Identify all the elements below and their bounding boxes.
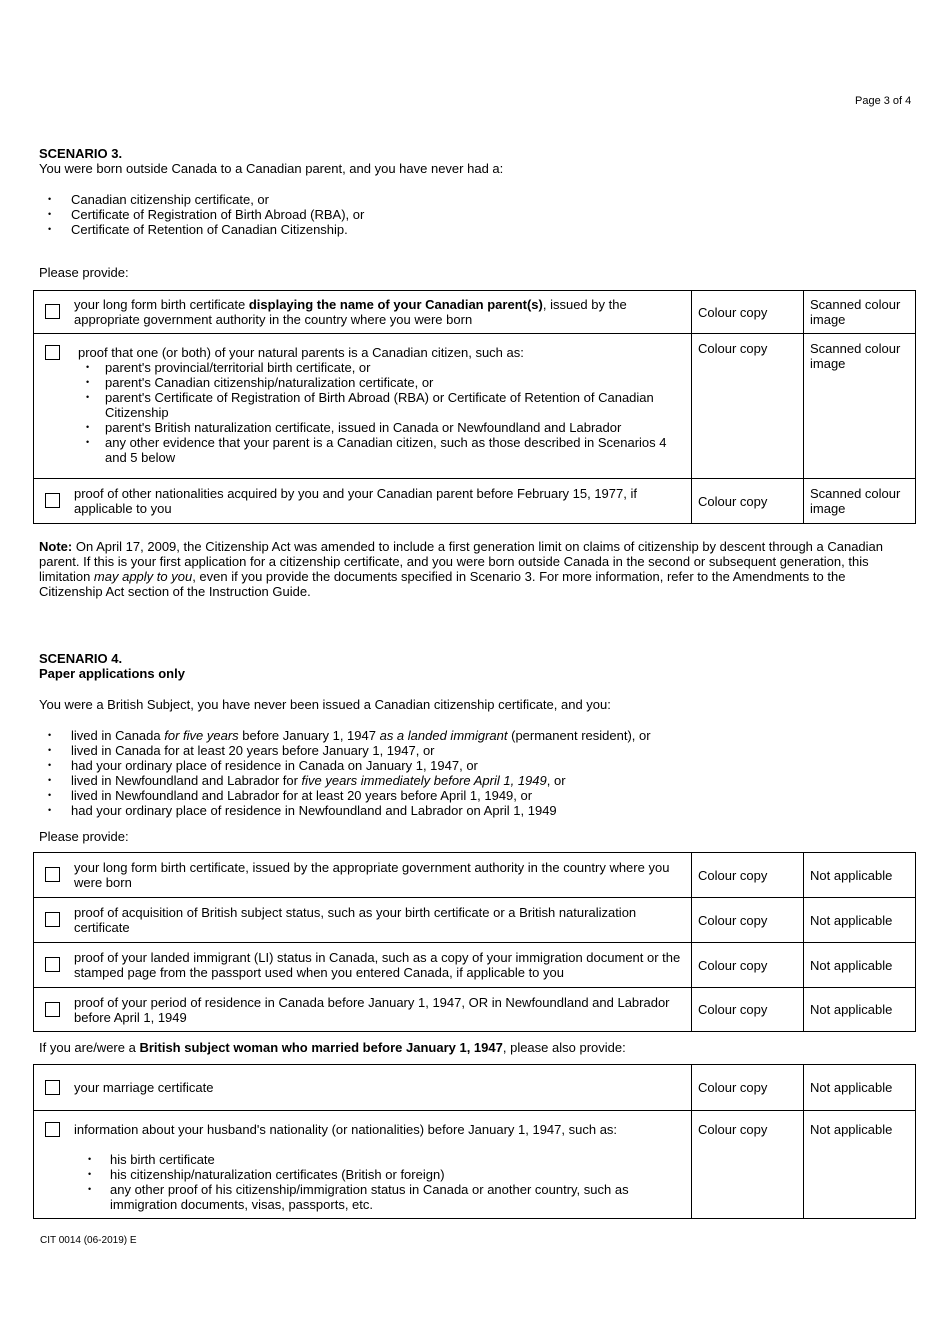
list-item: • any other proof of his citizenship/immigration status in Canada or another country, such as immigration documents, visas, passports, etc. [74,1182,685,1212]
copy-type: Colour copy [692,479,804,524]
list-item: • Canadian citizenship certificate, or [39,192,364,207]
table-row [34,988,916,1032]
list-item: • any other evidence that your parent is a Canadian citizen, such as those described in Scenarios 4 and 5 below [74,435,685,465]
document-description [34,943,692,988]
text: proof that one (or both) of your natural parents is a Canadian citizen, such as: [78,345,524,360]
bold-text: British subject woman who married before January 1, 1947 [139,1040,503,1055]
text: information about your husband's nationality (or nationalities) before January 1, 1947, such as: [74,1122,618,1137]
scan-type: Not applicable [804,1065,916,1111]
scenario3-note [39,539,909,599]
table-row [34,334,916,479]
list-item: • Certificate of Registration of Birth Abroad (RBA), or [39,207,364,222]
scenario3-bullets [39,192,364,237]
table-row [34,853,916,898]
scenario4-title: SCENARIO 4. [39,651,123,666]
scenario3-please-provide: Please provide: [39,265,129,280]
list-item: • his citizenship/naturalization certificates (British or foreign) [74,1167,685,1182]
document-description [34,1065,692,1111]
sub-list [74,360,685,465]
checkbox[interactable] [45,912,60,927]
copy-type: Colour copy [692,853,804,898]
list-item: • parent's provincial/territorial birth certificate, or [74,360,685,375]
text: your marriage certificate [74,1080,214,1095]
text: proof of your period of residence in Canada before January 1, 1947, OR in Newfoundland and Labrador before April 1, 1949 [74,994,670,1025]
table-row [34,1065,916,1111]
copy-type: Colour copy [692,291,804,334]
text: your long form birth certificate [74,297,249,312]
checkbox[interactable] [45,1080,60,1095]
scan-type: Not applicable [804,1111,916,1219]
checkbox[interactable] [45,1122,60,1137]
text: proof of other nationalities acquired by you and your Canadian parent before February 15, 1977, if applicable to you [74,486,637,516]
table-row [34,291,916,334]
scan-type: Not applicable [804,853,916,898]
list-item: • lived in Canada for at least 20 years before January 1, 1947, or [39,743,651,758]
list-item: • lived in Newfoundland and Labrador for five years immediately before April 1, 1949, or [39,773,651,788]
list-item: • lived in Canada for five years before January 1, 1947 as a landed immigrant (permanent resident), or [39,728,651,743]
list-item: • parent's Canadian citizenship/naturalization certificate, or [74,375,685,390]
sub-list [74,1152,685,1212]
copy-type: Colour copy [692,988,804,1032]
list-item: • parent's Certificate of Registration of Birth Abroad (RBA) or Certificate of Retention of Canadian Citizenship [74,390,685,420]
woman-intro [39,1040,626,1055]
scenario4-bullets [39,728,651,818]
text: On April 17, 2009, the Citizenship Act was amended to include a first generation limit on claims of citizenship by descent through a Canadian parent. If this is your first application for a citizenship certificate, and you were born outside Canada in the second or subsequent generation, this limitation [39,539,884,584]
copy-type: Colour copy [692,943,804,988]
scan-type: Scanned colour image [804,334,916,479]
document-description [34,291,692,334]
document-description [34,334,692,479]
table-row [34,943,916,988]
scan-type: Not applicable [804,988,916,1032]
table-row [34,898,916,943]
checkbox[interactable] [45,1002,60,1017]
woman-documents-table [33,1064,916,1219]
scenario4-documents-table [33,852,916,1032]
list-item: • had your ordinary place of residence in Canada on January 1, 1947, or [39,758,651,773]
list-item: • had your ordinary place of residence in Newfoundland and Labrador on April 1, 1949 [39,803,651,818]
list-item: • Certificate of Retention of Canadian Citizenship. [39,222,364,237]
text: proof of acquisition of British subject status, such as your birth certificate or a British naturalization certificate [74,905,637,935]
scenario3-title: SCENARIO 3. [39,146,123,161]
scan-type: Scanned colour image [804,291,916,334]
checkbox[interactable] [45,345,60,360]
note-label: Note: [39,539,73,554]
copy-type: Colour copy [692,334,804,479]
scan-type: Scanned colour image [804,479,916,524]
scenario3-intro: You were born outside Canada to a Canadian parent, and you have never had a: [39,161,504,176]
text: If you are/were a [39,1040,140,1055]
list-item: • lived in Newfoundland and Labrador for at least 20 years before April 1, 1949, or [39,788,651,803]
copy-type: Colour copy [692,1065,804,1111]
document-description [34,898,692,943]
italic-text: may apply to you [93,569,193,584]
form-id: CIT 0014 (06-2019) E [40,1235,137,1246]
table-row [34,1111,916,1219]
scenario4-subtitle: Paper applications only [39,666,185,681]
checkbox[interactable] [45,867,60,882]
list-item: • his birth certificate [74,1152,685,1167]
table-row [34,479,916,524]
checkbox[interactable] [45,957,60,972]
scenario4-intro: You were a British Subject, you have never been issued a Canadian citizenship certificate, and you: [39,697,611,712]
text: , even if you provide the documents specified in Scenario 3. For more information, refer to the Amendments to the Citizenship Act section of the Instruction Guide. [39,569,846,599]
copy-type: Colour copy [692,1111,804,1219]
scan-type: Not applicable [804,943,916,988]
text: , please also provide: [502,1040,626,1055]
document-description [34,479,692,524]
scenario3-documents-table [33,290,916,524]
copy-type: Colour copy [692,898,804,943]
document-description [34,853,692,898]
text: proof of your landed immigrant (LI) status in Canada, such as a copy of your immigration document or the stamped page from the passport used when you entered Canada, if applicable to you [74,950,681,980]
scan-type: Not applicable [804,898,916,943]
checkbox[interactable] [45,493,60,508]
text: your long form birth certificate, issued by the appropriate government authority in the country where you were born [74,860,670,890]
checkbox[interactable] [45,304,60,319]
text: , issued by the appropriate government authority in the country where you were born [74,297,627,327]
document-description [34,1111,692,1219]
list-item: • parent's British naturalization certificate, issued in Canada or Newfoundland and Labrador [74,420,685,435]
page-number: Page 3 of 4 [855,95,912,107]
document-description [34,988,692,1032]
scenario4-please-provide: Please provide: [39,829,129,844]
bold-text: displaying the name of your Canadian parent(s) [248,297,543,312]
